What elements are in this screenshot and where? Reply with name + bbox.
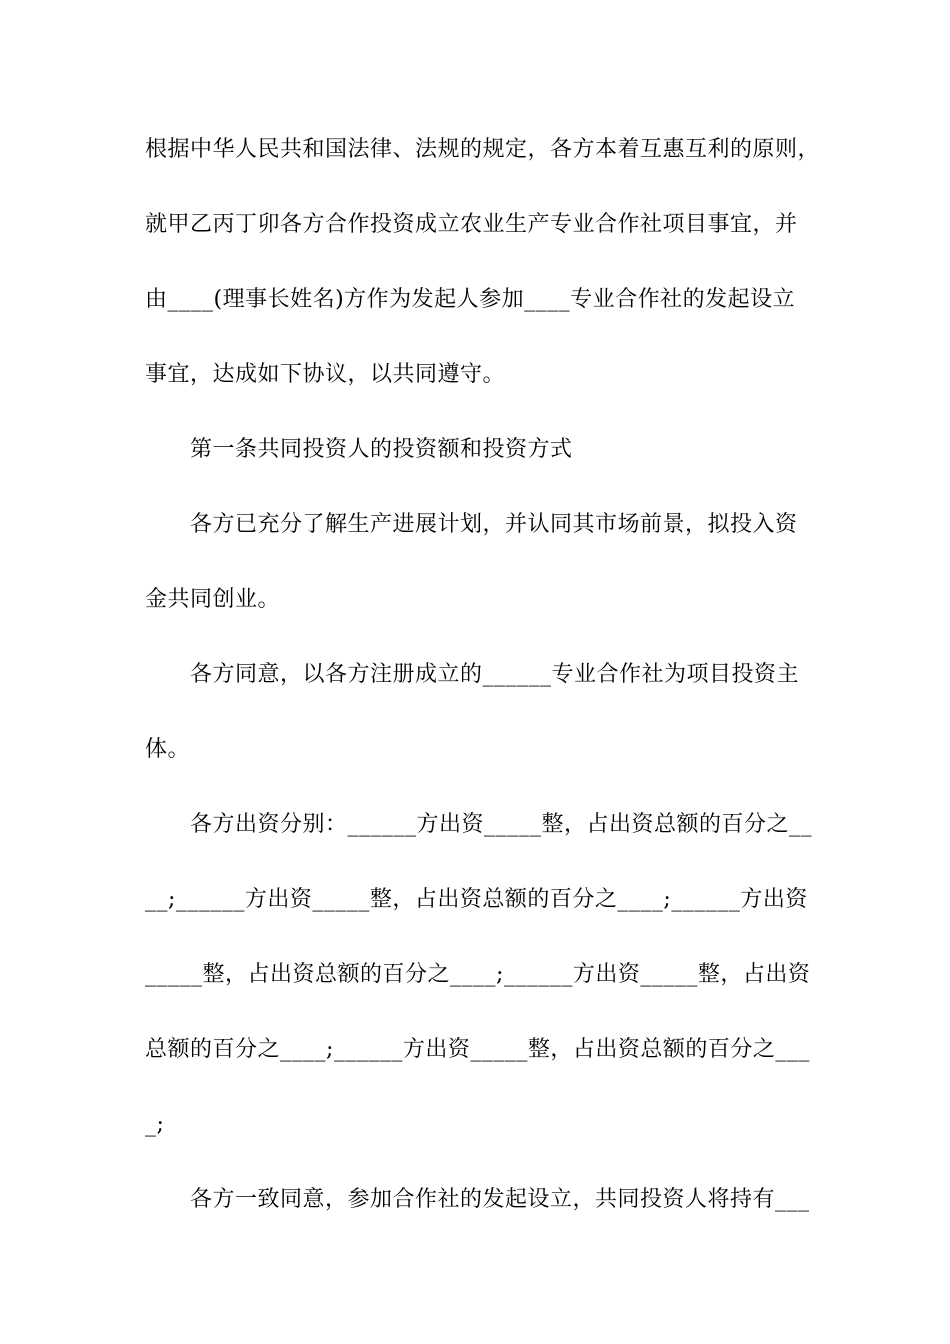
paragraph-line-8: 各方同意，以各方注册成立的______专业合作社为项目投资主 (190, 662, 800, 687)
paragraph-line-2: 就甲乙丙丁卯各方合作投资成立农业生产专业合作社项目事宜，并 (145, 212, 798, 237)
paragraph-line-7: 金共同创业。 (145, 587, 281, 612)
paragraph-line-12: _____整，占出资总额的百分之____;______方出资_____整，占出资 (145, 962, 811, 987)
paragraph-line-4: 事宜，达成如下协议，以共同遵守。 (145, 362, 506, 387)
paragraph-line-13: 总额的百分之____;______方出资_____整，占出资总额的百分之___ (145, 1037, 810, 1062)
paragraph-line-9: 体。 (145, 737, 191, 762)
paragraph-line-14: _; (145, 1112, 165, 1137)
paragraph-line-15: 各方一致同意，参加合作社的发起设立，共同投资人将持有___ (190, 1187, 810, 1212)
section-heading: 第一条共同投资人的投资额和投资方式 (190, 437, 573, 462)
paragraph-line-3: 由____(理事长姓名)方作为发起人参加____专业合作社的发起设立 (145, 287, 796, 312)
paragraph-line-6: 各方已充分了解生产进展计划，并认同其市场前景，拟投入资 (190, 512, 798, 537)
paragraph-line-10: 各方出资分别：______方出资_____整，占出资总额的百分之__ (190, 812, 813, 837)
paragraph-line-1: 根据中华人民共和国法律、法规的规定，各方本着互惠互利的原则， (145, 137, 821, 162)
paragraph-line-11: __;______方出资_____整，占出资总额的百分之____;______方出资 (145, 887, 808, 912)
